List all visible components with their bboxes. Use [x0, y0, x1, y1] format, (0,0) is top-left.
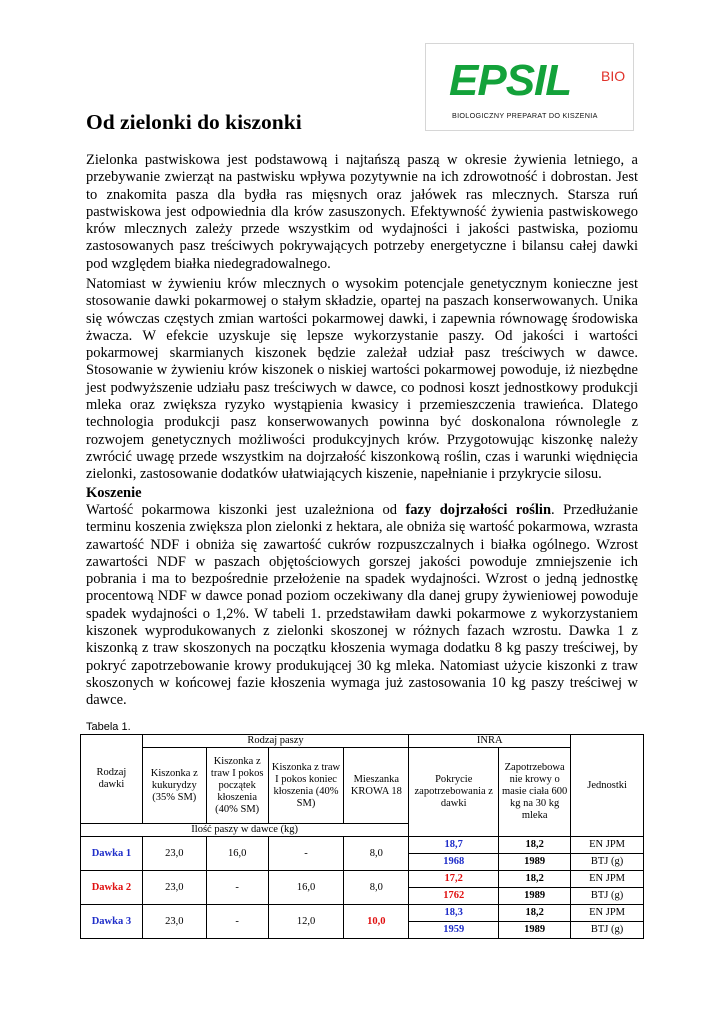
row-dose-3-unit-energy: EN JPM	[571, 905, 644, 922]
section-heading-koszenie: Koszenie	[86, 485, 142, 501]
header-feed-group: Rodzaj paszy	[142, 735, 408, 748]
paragraph-koszenie-rest: . Przedłużanie terminu koszenia zwiększa plon zielonki z hektara, ale obniża się wartość pokarmowa, wzrasta zawartość NDF i obniża się zawartość cukrów rozpuszczalnych i białka ogólnego. Wzrost zawartości NDF w paszach objętościowych gorszej jakości powoduje zmniejszenie ich pobrania i ma to bezpośrednie przełożenie na spadek wydajności. Wzrost o jedną jednostkę procentową NDF w dawce ponad poziom oczekiwany dla danej grupy żywieniowej powoduje spadek wydajności o 1,2%. W tabeli 1. przedstawiłam dawki pokarmowe z wykorzystaniem kiszonek wyprodukowanych z zielonki skoszonej w różnych fazach wzrostu. Dawka 1 z kiszonką z traw skoszonych na początku kłoszenia wymaga dodatku 8 kg paszy treściwej, by pokryć zapotrzebowanie krowy produkującej 30 kg mleka. Natomiast użycie kiszonki z traw skoszonych w końcowej fazie kłoszenia wymaga już zastosowania 10 kg paszy treściwej w dawce.	[86, 502, 638, 709]
epsil-bio-logo	[425, 43, 634, 131]
row-dose-2-coverage-energy: 17,2	[409, 871, 499, 888]
feed-dose-table	[80, 734, 644, 939]
header-inra-group: INRA	[409, 735, 571, 748]
row-dose-1-unit-energy: EN JPM	[571, 837, 644, 854]
paragraph-koszenie-emphasis: fazy dojrzałości roślin	[405, 502, 552, 518]
header-units: Jednostki	[571, 735, 644, 837]
article-title: Od zielonki do kiszonki	[86, 110, 302, 134]
row-dose-1-coverage-energy: 18,7	[409, 837, 499, 854]
header-corn-silage: Kiszonka z kukurydzy (35% SM)	[142, 748, 206, 824]
paragraph-koszenie-lead: Wartość pokarmowa kiszonki jest uzależniona od	[86, 502, 406, 518]
row-dose-3-name: Dawka 3	[81, 905, 143, 939]
row-dose-2-unit-energy: EN JPM	[571, 871, 644, 888]
row-dose-1-coverage-protein: 1968	[409, 854, 499, 871]
paragraph-koszenie	[86, 502, 638, 710]
row-dose-1-mix: 8,0	[344, 837, 409, 871]
row-dose-3-end: 12,0	[268, 905, 344, 939]
paragraph-intro: Zielonka pastwiskowa jest podstawową i najtańszą paszą w okresie żywienia letniego, a przebywanie zwierząt na pastwisku wpływa pozytywnie na ich zdrowotność i dobrostan. Jest to znakomita pasza dla bydła ras mięsnych oraz jałówek ras mlecznych. Starsza ruń pastwiskowa jest odpowiednia dla krów zasuszonych. Efektywność żywienia pastwiskowego krów mlecznych zależy przede wszystkim od wydajności i jakości pastwiska, poziomu zastosowanych pasz treściwych pokrywających potrzeby energetyczne i bilansu całej dawki pod względem białka niedegradowalnego.	[86, 152, 638, 272]
row-dose-1-start: 16,0	[206, 837, 268, 871]
row-dose-2-name: Dawka 2	[81, 871, 143, 905]
header-grass-silage-end: Kiszonka z traw I pokos koniec kłoszenia (40% SM)	[268, 748, 344, 824]
row-dose-1-requirement-protein: 1989	[499, 854, 571, 871]
paragraph-conserved-feed: Natomiast w żywieniu krów mlecznych o wysokim potencjale genetycznym konieczne jest stosowanie dawki pokarmowej o stałym składzie, opartej na paszach konserwowanych. Unika się wówczas częstych zmian wartości pokarmowej dawki, i zapewnia równowagę środowiska żwacza. W efekcie uzyskuje się lepsze wykorzystanie paszy. Od jakości i wartości pokarmowej skarmianych kiszonek będzie zależał udział pasz treściwych w dawce. Stosowanie w żywieniu krów kiszonek o niskiej wartości pokarmowej powoduje, iż niezbędne jest podwyższenie udziału pasz treściwych w dawce, co podnosi koszt jednostkowy produkcji mleka oraz zwiększa ryzyko wystąpienia kwasicy i przemieszczenia trawieńca. Dlatego technologia produkcji pasz konserwowanych powinna być doskonalona równolegle z rozwojem genetycznych możliwości produkcyjnych krów. Przygotowując kiszonkę należy zwrócić uwagę przede wszystkim na dojrzałość kiszonkową roślin, czas i warunki więdnięcia zielonki, zastosowanie dodatków ułatwiających kiszenie, napełnianie i przykrycie silosu.	[86, 276, 638, 483]
row-dose-1-name: Dawka 1	[81, 837, 143, 871]
row-dose-2-end: 16,0	[268, 871, 344, 905]
row-dose-2-coverage-protein: 1762	[409, 888, 499, 905]
header-mix-krowa: Mieszanka KROWA 18	[344, 748, 409, 824]
row-dose-3-requirement-energy: 18,2	[499, 905, 571, 922]
logo-suffix: BIO	[601, 68, 626, 84]
row-dose-3-unit-protein: BTJ (g)	[571, 922, 644, 939]
header-coverage: Pokrycie zapotrzebowania z dawki	[409, 748, 499, 837]
row-dose-3-requirement-protein: 1989	[499, 922, 571, 939]
row-dose-1-requirement-energy: 18,2	[499, 837, 571, 854]
row-dose-3-corn: 23,0	[142, 905, 206, 939]
header-grass-silage-start: Kiszonka z traw I pokos początek kłoszenia (40% SM)	[206, 748, 268, 824]
row-dose-2-corn: 23,0	[142, 871, 206, 905]
row-dose-1-end: -	[268, 837, 344, 871]
logo-wordmark: EPSIL	[449, 56, 572, 105]
row-dose-3-start: -	[206, 905, 268, 939]
row-dose-2-requirement-energy: 18,2	[499, 871, 571, 888]
row-dose-2-unit-protein: BTJ (g)	[571, 888, 644, 905]
table-caption: Tabela 1.	[86, 721, 131, 733]
header-requirement: Zapotrzebowa nie krowy o masie ciała 600 kg na 30 kg mleka	[499, 748, 571, 837]
row-dose-2-mix: 8,0	[344, 871, 409, 905]
row-dose-3-mix: 10,0	[344, 905, 409, 939]
row-dose-1-unit-protein: BTJ (g)	[571, 854, 644, 871]
row-dose-2-requirement-protein: 1989	[499, 888, 571, 905]
row-dose-1-corn: 23,0	[142, 837, 206, 871]
logo-tagline: BIOLOGICZNY PREPARAT DO KISZENIA	[452, 111, 598, 120]
header-amount: Ilość paszy w dawce (kg)	[81, 824, 409, 837]
row-dose-3-coverage-protein: 1959	[409, 922, 499, 939]
header-dose-type: Rodzaj dawki	[81, 735, 143, 824]
row-dose-2-start: -	[206, 871, 268, 905]
row-dose-3-coverage-energy: 18,3	[409, 905, 499, 922]
